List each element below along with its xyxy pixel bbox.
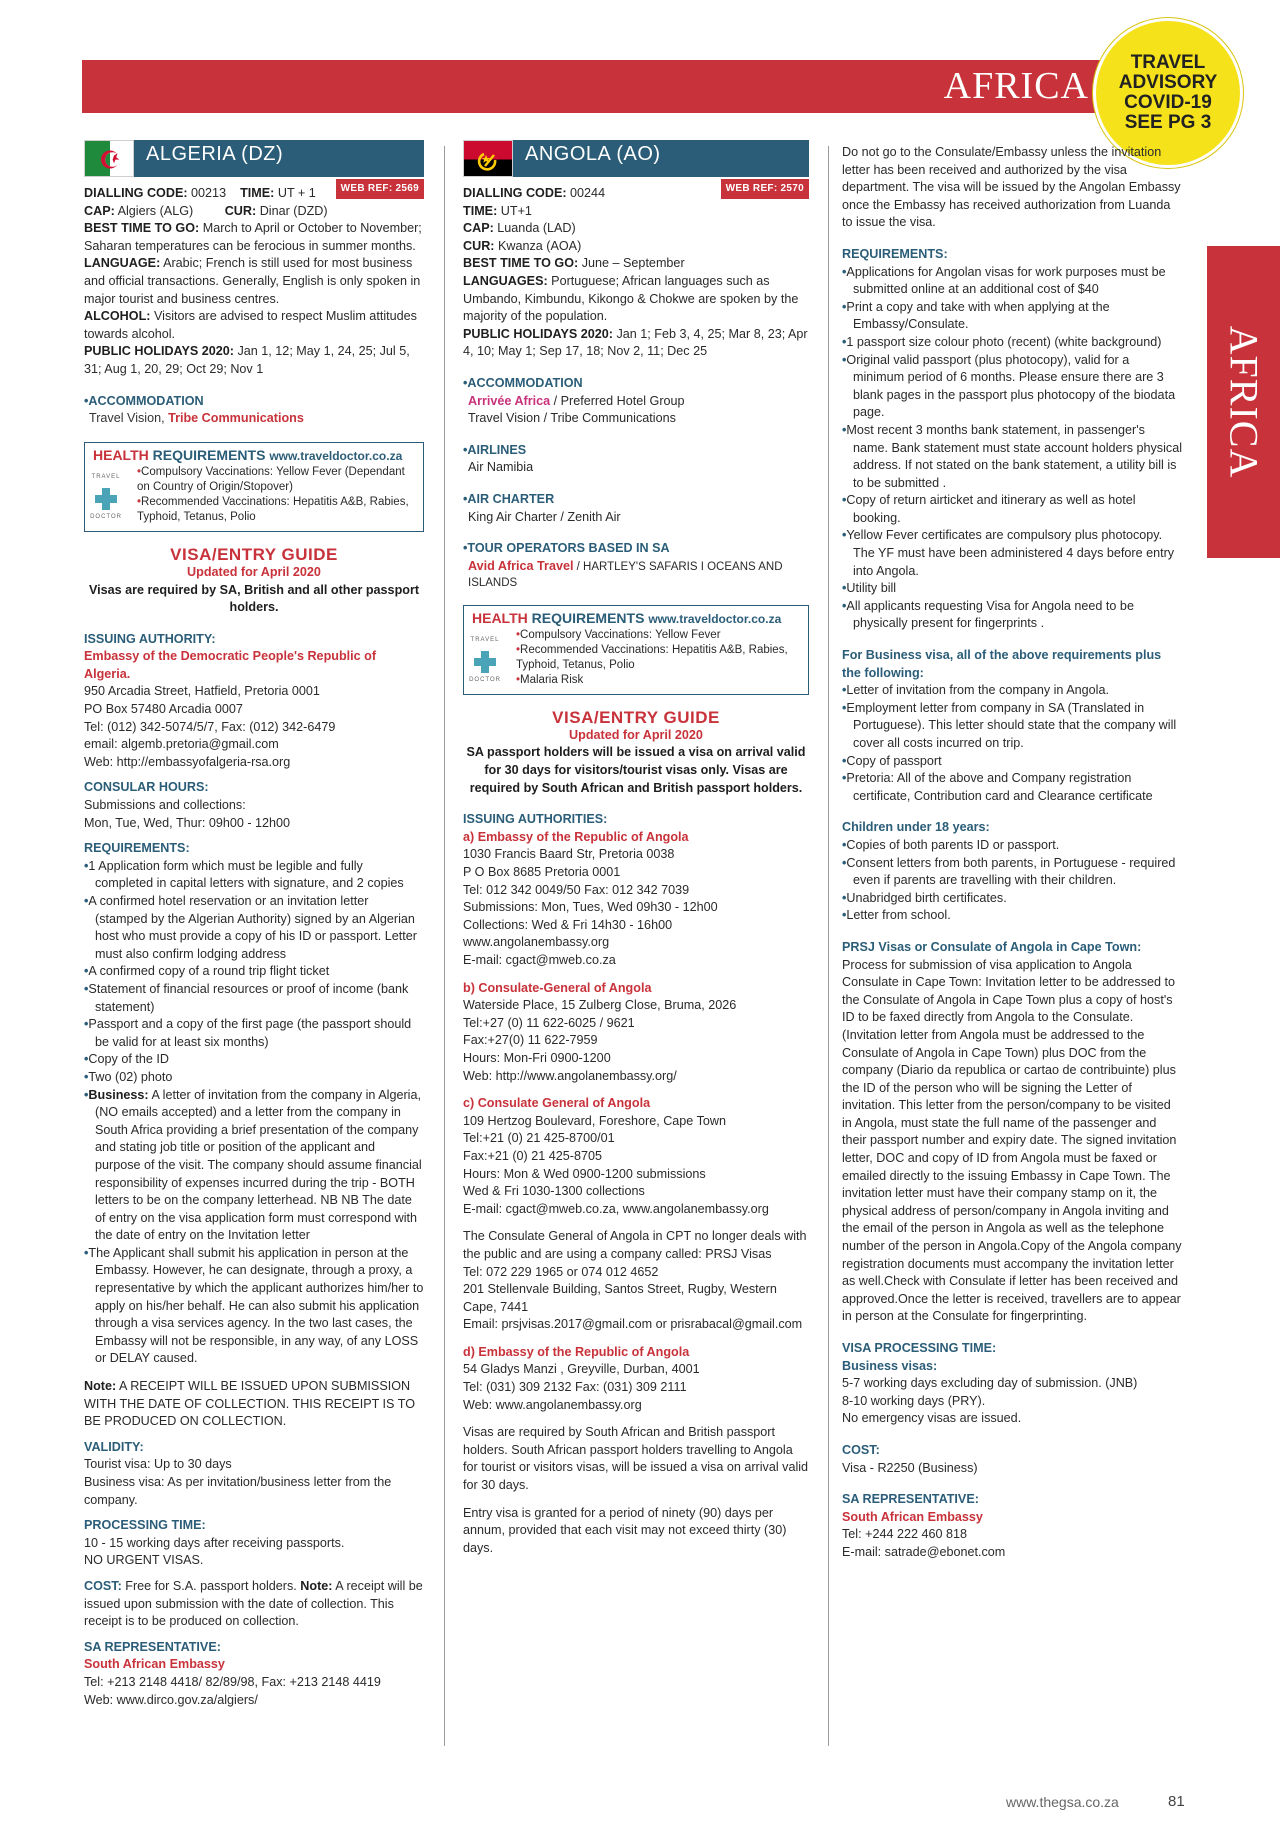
airlines-heading: • AIRLINES	[463, 442, 809, 460]
algeria-flag-icon	[84, 140, 134, 177]
cost-line: Visa - R2250 (Business)	[842, 1460, 978, 1475]
authority-name: b) Consulate-General of Angola	[463, 980, 652, 995]
requirements-heading: REQUIREMENTS:	[84, 841, 190, 856]
requirements-list	[842, 264, 1182, 633]
region-title: AFRICA	[943, 65, 1089, 107]
country-name: ALGERIA (DZ)	[146, 143, 284, 165]
requirements-heading: REQUIREMENTS:	[842, 246, 948, 261]
list-item: • Pretoria: All of the above and Company registration certificate, Contribution card and Clearance certificate	[842, 770, 1182, 805]
visa-guide-note: Visas are required by SA, British and all other passport holders.	[88, 582, 420, 615]
web-link[interactable]: Web: http://www.angolanembassy.org/	[463, 1068, 677, 1083]
column-divider	[828, 146, 829, 1746]
visa-paragraph: Entry visa is granted for a period of ninety (90) days per annum, provided that each visit may not exceed thirty (30) days.	[463, 1505, 787, 1555]
accommodation-heading: • ACCOMMODATION	[463, 375, 809, 393]
section-side-tab	[1207, 246, 1280, 558]
list-item: • Employment letter from company in SA (Translated in Portuguese). This letter should state that the company will cover all costs incurred on trip.	[842, 700, 1182, 753]
list-item: • Original valid passport (plus photocopy), valid for a minimum period of 6 months. Please ensure there are 3 blank pages in the passport plus photocopy of the biodata page.	[842, 352, 1182, 422]
country-header-angola	[463, 140, 809, 177]
side-tab-label: AFRICA	[1221, 325, 1266, 479]
list-item: • Statement of financial resources or proof of income (bank statement)	[84, 981, 424, 1016]
hours-line: Mon, Tue, Wed, Thur: 09h00 - 12h00	[84, 815, 291, 830]
validity-line: Tourist visa: Up to 30 days	[84, 1457, 232, 1472]
email-link[interactable]: Email: prsjvisas.2017@gmail.com or prisrabacal@gmail.com	[463, 1317, 803, 1332]
validity-line: Business visa: As per invitation/business letter from the company.	[84, 1475, 392, 1507]
processing-line: NO URGENT VISAS.	[84, 1553, 204, 1568]
issuing-authority-name: Embassy of the Democratic People's Republic of Algeria.	[84, 649, 377, 681]
accommodation-link[interactable]: Arrivée Africa	[468, 393, 551, 408]
list-item: • Copy of passport	[842, 753, 1182, 771]
web-link[interactable]: Web: www.dirco.gov.za/algiers/	[84, 1692, 258, 1707]
list-item: • A confirmed hotel reservation or an invitation letter (stamped by the Algerian Authority) signed by an Algerian host who must provide a copy of his ID or passport. Letter must also confirm lodging address	[84, 893, 424, 963]
health-item: • Compulsory Vaccinations: Yellow Fever (Dependant on Country of Origin/Stopover)	[137, 465, 415, 495]
list-item: • Most recent 3 months bank statement, in passenger's name. Bank statement must state account holders physical address. If not stated on the bank statement, a utility bill is to be submitted .	[842, 422, 1182, 492]
accommodation-heading: • ACCOMMODATION	[84, 393, 424, 411]
issuing-authorities-heading: ISSUING AUTHORITIES:	[463, 812, 608, 827]
consular-hours-heading: CONSULAR HOURS:	[84, 780, 209, 795]
processing-line: 5-7 working days excluding day of submission. (JNB)	[842, 1376, 1138, 1391]
list-item: • Passport and a copy of the first page (the passport should be valid for at least six months)	[84, 1016, 424, 1051]
issuing-authority-heading: ISSUING AUTHORITY:	[84, 631, 216, 646]
email-link[interactable]: E-mail: satrade@ebonet.com	[842, 1544, 1006, 1559]
health-item: • Recommended Vaccinations: Hepatitis A&B, Rabies, Typhoid, Tetanus, Polio	[137, 495, 415, 525]
children-heading: Children under 18 years:	[842, 820, 990, 835]
cost-info: COST: Free for S.A. passport holders. Note: A receipt will be issued upon submission with the date of collection. This receipt is to be produced on collection.	[84, 1578, 423, 1629]
processing-line: 8-10 working days (PRY).	[842, 1393, 986, 1408]
sa-representative-name: South African Embassy	[842, 1509, 983, 1524]
country-facts: DIALLING CODE: 00244 TIME: UT+1 CAP: Luanda (LAD) CUR: Kwanza (AOA) BEST TIME TO GO: June – September LANGUAGES: Portuguese; African languages such as Umbando, Kimbundu, Kikongo & Chokwe are spoken by the majority of the population. PUBLIC HOLIDAYS 2020: Jan 1; Feb 3, 4, 25; Mar 8, 23; Apr 4, 10; May 1; Sep 17, 18; Nov 2, 11; Dec 25	[463, 186, 808, 359]
algeria-column	[84, 140, 424, 1709]
list-item: • Letter from school.	[842, 907, 1182, 925]
list-item: • All applicants requesting Visa for Angola need to be physically present for fingerprints .	[842, 598, 1182, 633]
air-charter-list: King Air Charter / Zenith Air	[468, 509, 621, 524]
visa-guide-note: SA passport holders will be issued a visa on arrival valid for 30 days for visitors/tourist visas only. Visas are required by South African and British passport holders.	[466, 745, 806, 795]
business-requirements-list	[842, 682, 1182, 805]
list-item: • 1 passport size colour photo (recent) (white background)	[842, 334, 1182, 352]
travel-doctor-logo-icon: TRAVEL DOCTOR	[469, 636, 501, 684]
list-item: • Unabridged birth certificates.	[842, 890, 1182, 908]
children-requirements-list	[842, 837, 1182, 925]
authority-contact: 1030 Francis Baard Str, Pretoria 0038 P O Box 8685 Pretoria 0001 Tel: 012 342 0049/50 Fax: 012 342 7039 Submissions: Mon, Tues, Wed 09h30 - 12h00 Collections: Wed & Fri 14h30 - 16h00 www.angolanembassy.org E-mail: cgact@mweb.co.za	[463, 846, 809, 969]
country-header-algeria	[84, 140, 424, 177]
visa-guide-title: VISA/ENTRY GUIDE	[552, 708, 720, 728]
email-link[interactable]: email: algemb.pretoria@gmail.com	[84, 737, 279, 752]
authority-contact: 109 Hertzog Boulevard, Foreshore, Cape Town Tel:+21 (0) 21 425-8700/01 Fax:+21 (0) 21 425-8705 Hours: Mon & Wed 0900-1200 submissions Wed & Fri 1030-1300 collections E-mail: cgact@mweb.co.za, www.angolanembassy.org	[463, 1113, 809, 1219]
authority-contact: 54 Gladys Manzi , Greyville, Durban, 4001 Tel: (031) 309 2132 Fax: (031) 309 2111 Web: www.angolanembassy.org	[463, 1361, 809, 1414]
health-item: • Recommended Vaccinations: Hepatitis A&B, Rabies, Typhoid, Tetanus, Polio	[516, 643, 800, 673]
authority-contact: Waterside Place, 15 Zulberg Close, Bruma, 2026 Tel:+27 (0) 11 622-6025 / 9621 Fax:+27(0) 11 622-7959 Hours: Mon-Fri 0900-1200 Web: http://www.angolanembassy.org/	[463, 997, 809, 1085]
processing-line: 10 - 15 working days after receiving passports.	[84, 1535, 345, 1550]
angola-column	[463, 140, 809, 1557]
authority-name: a) Embassy of the Republic of Angola	[463, 829, 689, 844]
representative-line: Tel: +244 222 460 818	[842, 1527, 967, 1542]
list-item: • Letter of invitation from the company in Angola.	[842, 682, 1182, 700]
health-list	[137, 465, 415, 525]
prsj-process-text: Process for submission of visa application to Angola Consulate in Cape Town: Invitation letter to be addressed to the Consulate of Angola in Cape Town plus a copy of host's ID to be faxed directly from Angola to the Consulate. (Invitation letter from Angola must be addressed to the Consulate of Angola in Cape Town) plus DOC from the company (Diario da republica or cartao de contribuinte) plus the ID of the person who will be signing the Letter of invitation. This letter from the person/company to be visited in Angola, must state the full name of the passenger and their passport number and expiry date. The signed invitation letter, DOC and copy of ID from Angola must be faxed or emailed directly to the issuing Embassy in Cape Town. The invitation letter must have their company stamp on it, the physical address of person/company in Angola inviting and the email of the person in Angola as well as the telephone number of the person in Angola.Copy of the Angola company registration documents must accompany the invitation letter as well.Check with Consulate if letter has been received and approved.Once the letter is received, travellers are to appear in person at the Consulate for fingerprinting.	[842, 957, 1182, 1324]
health-title: HEALTH REQUIREMENTS www.traveldoctor.co.za	[472, 609, 782, 626]
travel-doctor-logo-icon: TRAVEL DOCTOR	[90, 473, 122, 521]
country-name: ANGOLA (AO)	[525, 143, 661, 165]
list-item: • Yellow Fever certificates are compulsory plus photocopy. The YF must have been administered 4 days before entry into Angola.	[842, 527, 1182, 580]
tour-operator-link[interactable]: Avid Africa Travel	[468, 558, 574, 573]
traveldoctor-link[interactable]: www.traveldoctor.co.za	[269, 448, 403, 463]
prsj-contact: The Consulate General of Angola in CPT no longer deals with the public and are using a company called: PRSJ Visas Tel: 072 229 1965 or 074 012 4652 201 Stellenvale Building, Santos Street, Rugby, Western Cape, 7441 Email: prsjvisas.2017@gmail.com or prisrabacal@gmail.com	[463, 1228, 809, 1334]
footer-website-link[interactable]: www.thegsa.co.za	[1006, 1794, 1119, 1810]
requirements-list	[84, 858, 424, 1368]
authority-name: c) Consulate General of Angola	[463, 1096, 651, 1111]
list-item: • 1 Application form which must be legible and fully completed in capital letters with signature, and 2 copies	[84, 858, 424, 893]
list-item: • Two (02) photo	[84, 1069, 424, 1087]
page-number: 81	[1168, 1793, 1185, 1810]
web-link[interactable]: Web: http://embassyofalgeria-rsa.org	[84, 754, 291, 769]
tour-operators-list: Avid Africa Travel / HARTLEY'S SAFARIS I OCEANS AND ISLANDS	[468, 558, 783, 589]
list-item: • Copy of return airticket and itinerary as well as hotel booking.	[842, 492, 1182, 527]
processing-time-heading: PROCESSING TIME:	[84, 1518, 206, 1533]
web-link[interactable]: Web: www.angolanembassy.org	[463, 1397, 642, 1412]
visa-guide-updated: Updated for April 2020	[569, 727, 703, 742]
receipt-note: Note: A RECEIPT WILL BE ISSUED UPON SUBMISSION WITH THE DATE OF COLLECTION. THIS RECEIPT IS TO BE PRODUCED ON COLLECTION.	[84, 1379, 415, 1429]
health-item: • Compulsory Vaccinations: Yellow Fever	[516, 628, 800, 643]
health-list	[516, 628, 800, 688]
list-item: • Business: A letter of invitation from the company in Algeria, (NO emails accepted) and a letter from the company in South Africa providing a brief presentation of the company and stating job title or position of the applicant and purpose of the visit. The company should assume financial responsibility of expenses incurred during the trip - BOTH letters to be on the company letterhead. NB NB The date of entry on the visa application form must correspond with the date of entry on the Invitation letter	[84, 1087, 424, 1245]
accommodation-list: Arrivée Africa / Preferred Hotel Group Travel Vision / Tribe Communications	[468, 393, 685, 426]
list-item: • Copies of both parents ID or passport.	[842, 837, 1182, 855]
advisory-line: SEE PG 3	[1124, 112, 1212, 133]
country-facts: DIALLING CODE: 00213 TIME: UT + 1 CAP: Algiers (ALG) CUR: Dinar (DZD) BEST TIME TO GO: March to April or October to November; Saharan temperatures can be ferocious in summer months. LANGUAGE: Arabic; French is still used for most business and official transactions. Generally, English is only spoken in major tourist and business centres. ALCOHOL: Visitors are advised to respect Muslim attitudes towards alcohol. PUBLIC HOLIDAYS 2020: Jan 1, 12; May 1, 24, 25; Jul 5, 31; Aug 1, 20, 29; Oct 29; Nov 1	[84, 186, 422, 376]
web-ref-badge: WEB REF: 2569	[336, 179, 424, 199]
accommodation-link[interactable]: Tribe Communications	[168, 411, 304, 426]
health-requirements-box	[463, 605, 809, 696]
health-title: HEALTH REQUIREMENTS www.traveldoctor.co.za	[93, 446, 403, 463]
health-requirements-box	[84, 442, 424, 533]
traveldoctor-link[interactable]: www.traveldoctor.co.za	[648, 611, 782, 626]
hours-line: Submissions and collections:	[84, 798, 246, 813]
processing-line: No emergency visas are issued.	[842, 1411, 1022, 1426]
angola-flag-icon	[463, 140, 513, 177]
business-visas-subheading: Business visas:	[842, 1358, 938, 1373]
representative-line: Tel: +213 2148 4418/ 82/89/98, Fax: +213 2148 4419	[84, 1674, 381, 1689]
issuing-authority-contact: 950 Arcadia Street, Hatfield, Pretoria 0001 PO Box 57480 Arcadia 0007 Tel: (012) 342-5074/5/7, Fax: (012) 342-6479 email: algemb.pretoria@gmail.com Web: http://embassyofalgeria-rsa.org	[84, 683, 424, 771]
visa-processing-heading: VISA PROCESSING TIME:	[842, 1341, 997, 1355]
list-item: • Consent letters from both parents, in Portuguese - required even if parents are travelling with their children.	[842, 855, 1182, 890]
list-item: • Utility bill	[842, 580, 1182, 598]
list-item: • The Applicant shall submit his application in person at the Embassy. However, he can designate, through a proxy, a representative by which the applicant authorizes him/her to apply on his/her behalf. He can also submit his application through a visa services agency. In the two last cases, the Embassy will not be responsible, in any way, of any LOSS or DELAY caused.	[84, 1245, 424, 1368]
intro-paragraph: Do not go to the Consulate/Embassy unless the invitation letter has been received and authorized by the visa department. The visa will be issued by the Angolan Embassy once the Embassy has received authorization from Luanda to issue the visa.	[842, 145, 1181, 230]
web-link[interactable]: www.angolanembassy.org	[463, 935, 610, 950]
list-item: • Print a copy and take with when applying at the Embassy/Consulate.	[842, 299, 1182, 334]
advisory-line: TRAVEL	[1130, 52, 1206, 73]
list-item: • Copy of the ID	[84, 1051, 424, 1069]
validity-heading: VALIDITY:	[84, 1439, 144, 1454]
tour-operators-heading: • TOUR OPERATORS BASED IN SA	[463, 540, 809, 558]
health-item: • Malaria Risk	[516, 673, 800, 688]
cost-heading: COST:	[842, 1442, 880, 1457]
advisory-line: COVID-19	[1124, 92, 1212, 113]
email-link[interactable]: E-mail: cgact@mweb.co.za, www.angolanembassy.org	[463, 1201, 769, 1216]
authority-name: d) Embassy of the Republic of Angola	[463, 1344, 690, 1359]
prsj-heading: PRSJ Visas or Consulate of Angola in Cape Town:	[842, 939, 1142, 954]
list-item: • Applications for Angolan visas for work purposes must be submitted online at an additional cost of $40	[842, 264, 1182, 299]
visa-guide-updated: Updated for April 2020	[187, 564, 321, 579]
visa-guide-title: VISA/ENTRY GUIDE	[170, 545, 338, 565]
advisory-line: ADVISORY	[1118, 72, 1218, 93]
sa-representative-name: South African Embassy	[84, 1657, 225, 1672]
web-ref-badge: WEB REF: 2570	[721, 179, 809, 199]
column-divider	[444, 146, 445, 1746]
sa-representative-heading: SA REPRESENTATIVE:	[842, 1492, 979, 1507]
air-charter-heading: • AIR CHARTER	[463, 491, 809, 509]
visa-paragraph: Visas are required by South African and British passport holders. South African passport holders travelling to Angola for tourist or visitors visas, will be issued a visa on arrival valid for 30 days.	[463, 1425, 809, 1493]
business-visa-heading: For Business visa, all of the above requirements plus the following:	[842, 648, 1162, 680]
accommodation-list: Travel Vision, Tribe Communications	[89, 411, 304, 426]
angola-continued-column	[842, 144, 1182, 1562]
email-link[interactable]: E-mail: cgact@mweb.co.za	[463, 953, 616, 967]
sa-representative-heading: SA REPRESENTATIVE:	[84, 1639, 221, 1654]
airlines-list: Air Namibia	[468, 460, 534, 475]
list-item: • A confirmed copy of a round trip flight ticket	[84, 963, 424, 981]
region-banner	[82, 60, 1217, 113]
